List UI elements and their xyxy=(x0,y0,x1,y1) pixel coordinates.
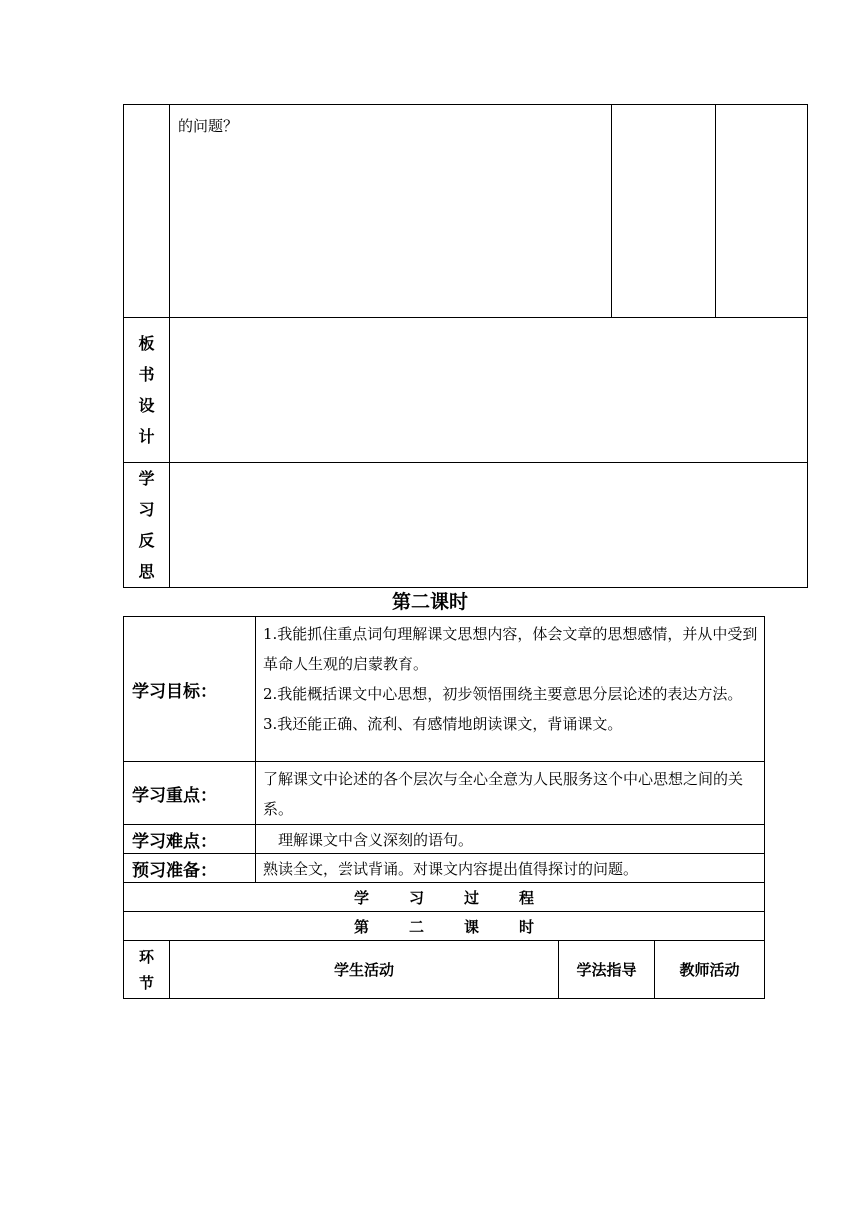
student-activity-cell xyxy=(170,105,612,318)
continued-row xyxy=(124,105,808,318)
board-design-row xyxy=(124,318,808,463)
continued-question-text: 的问题？ xyxy=(178,117,239,135)
preparation-content: 熟读全文，尝试背诵。对课文内容提出值得探讨的问题。 xyxy=(256,854,765,883)
goal-item: 3.我还能正确、流利、有感情地朗读课文，背诵课文。 xyxy=(263,715,623,733)
key-points-row xyxy=(124,762,765,825)
lesson-title: 第二课时 xyxy=(391,591,468,613)
stage-cell xyxy=(124,105,170,318)
teacher-activity-cell xyxy=(716,105,808,318)
reflection-label: 学 习 反 思 xyxy=(124,463,170,588)
column-header-row xyxy=(124,941,765,999)
study-guidance-cell xyxy=(612,105,716,318)
key-points-content: 了解课文中论述的各个层次与全心全意为人民服务这个中心思想之间的关系。 xyxy=(256,762,765,825)
board-design-label: 板 书 设 计 xyxy=(124,318,170,463)
goals-content xyxy=(256,617,765,762)
study-guidance-header: 学法指导 xyxy=(559,941,655,999)
student-activity-header: 学生活动 xyxy=(170,941,559,999)
process-title-row xyxy=(124,883,765,912)
difficulties-content: 理解课文中含义深刻的语句。 xyxy=(256,825,765,854)
goals-row xyxy=(124,617,765,762)
previous-lesson-table xyxy=(123,104,808,588)
teacher-activity-header: 教师活动 xyxy=(655,941,765,999)
period-title-row xyxy=(124,912,765,941)
goal-item: 2.我能概括课文中心思想，初步领悟围绕主要意思分层论述的表达方法。 xyxy=(263,685,743,703)
stage-header: 环 节 xyxy=(124,941,170,999)
preparation-row xyxy=(124,854,765,883)
difficulties-row xyxy=(124,825,765,854)
lesson-plan-table xyxy=(123,616,765,999)
goal-item: 1.我能抓住重点词句理解课文思想内容，体会文章的思想感情，并从中受到革命人生观的启蒙教育。 xyxy=(263,625,758,673)
period-title: 第二课时 xyxy=(124,912,765,941)
board-design-content xyxy=(170,318,808,463)
reflection-row xyxy=(124,463,808,588)
preparation-label: 预习准备： xyxy=(124,854,256,883)
process-title: 学习过程 xyxy=(124,883,765,912)
reflection-content xyxy=(170,463,808,588)
difficulties-label: 学习难点： xyxy=(124,825,256,854)
goals-label: 学习目标： xyxy=(124,617,256,762)
key-points-label: 学习重点： xyxy=(124,762,256,825)
